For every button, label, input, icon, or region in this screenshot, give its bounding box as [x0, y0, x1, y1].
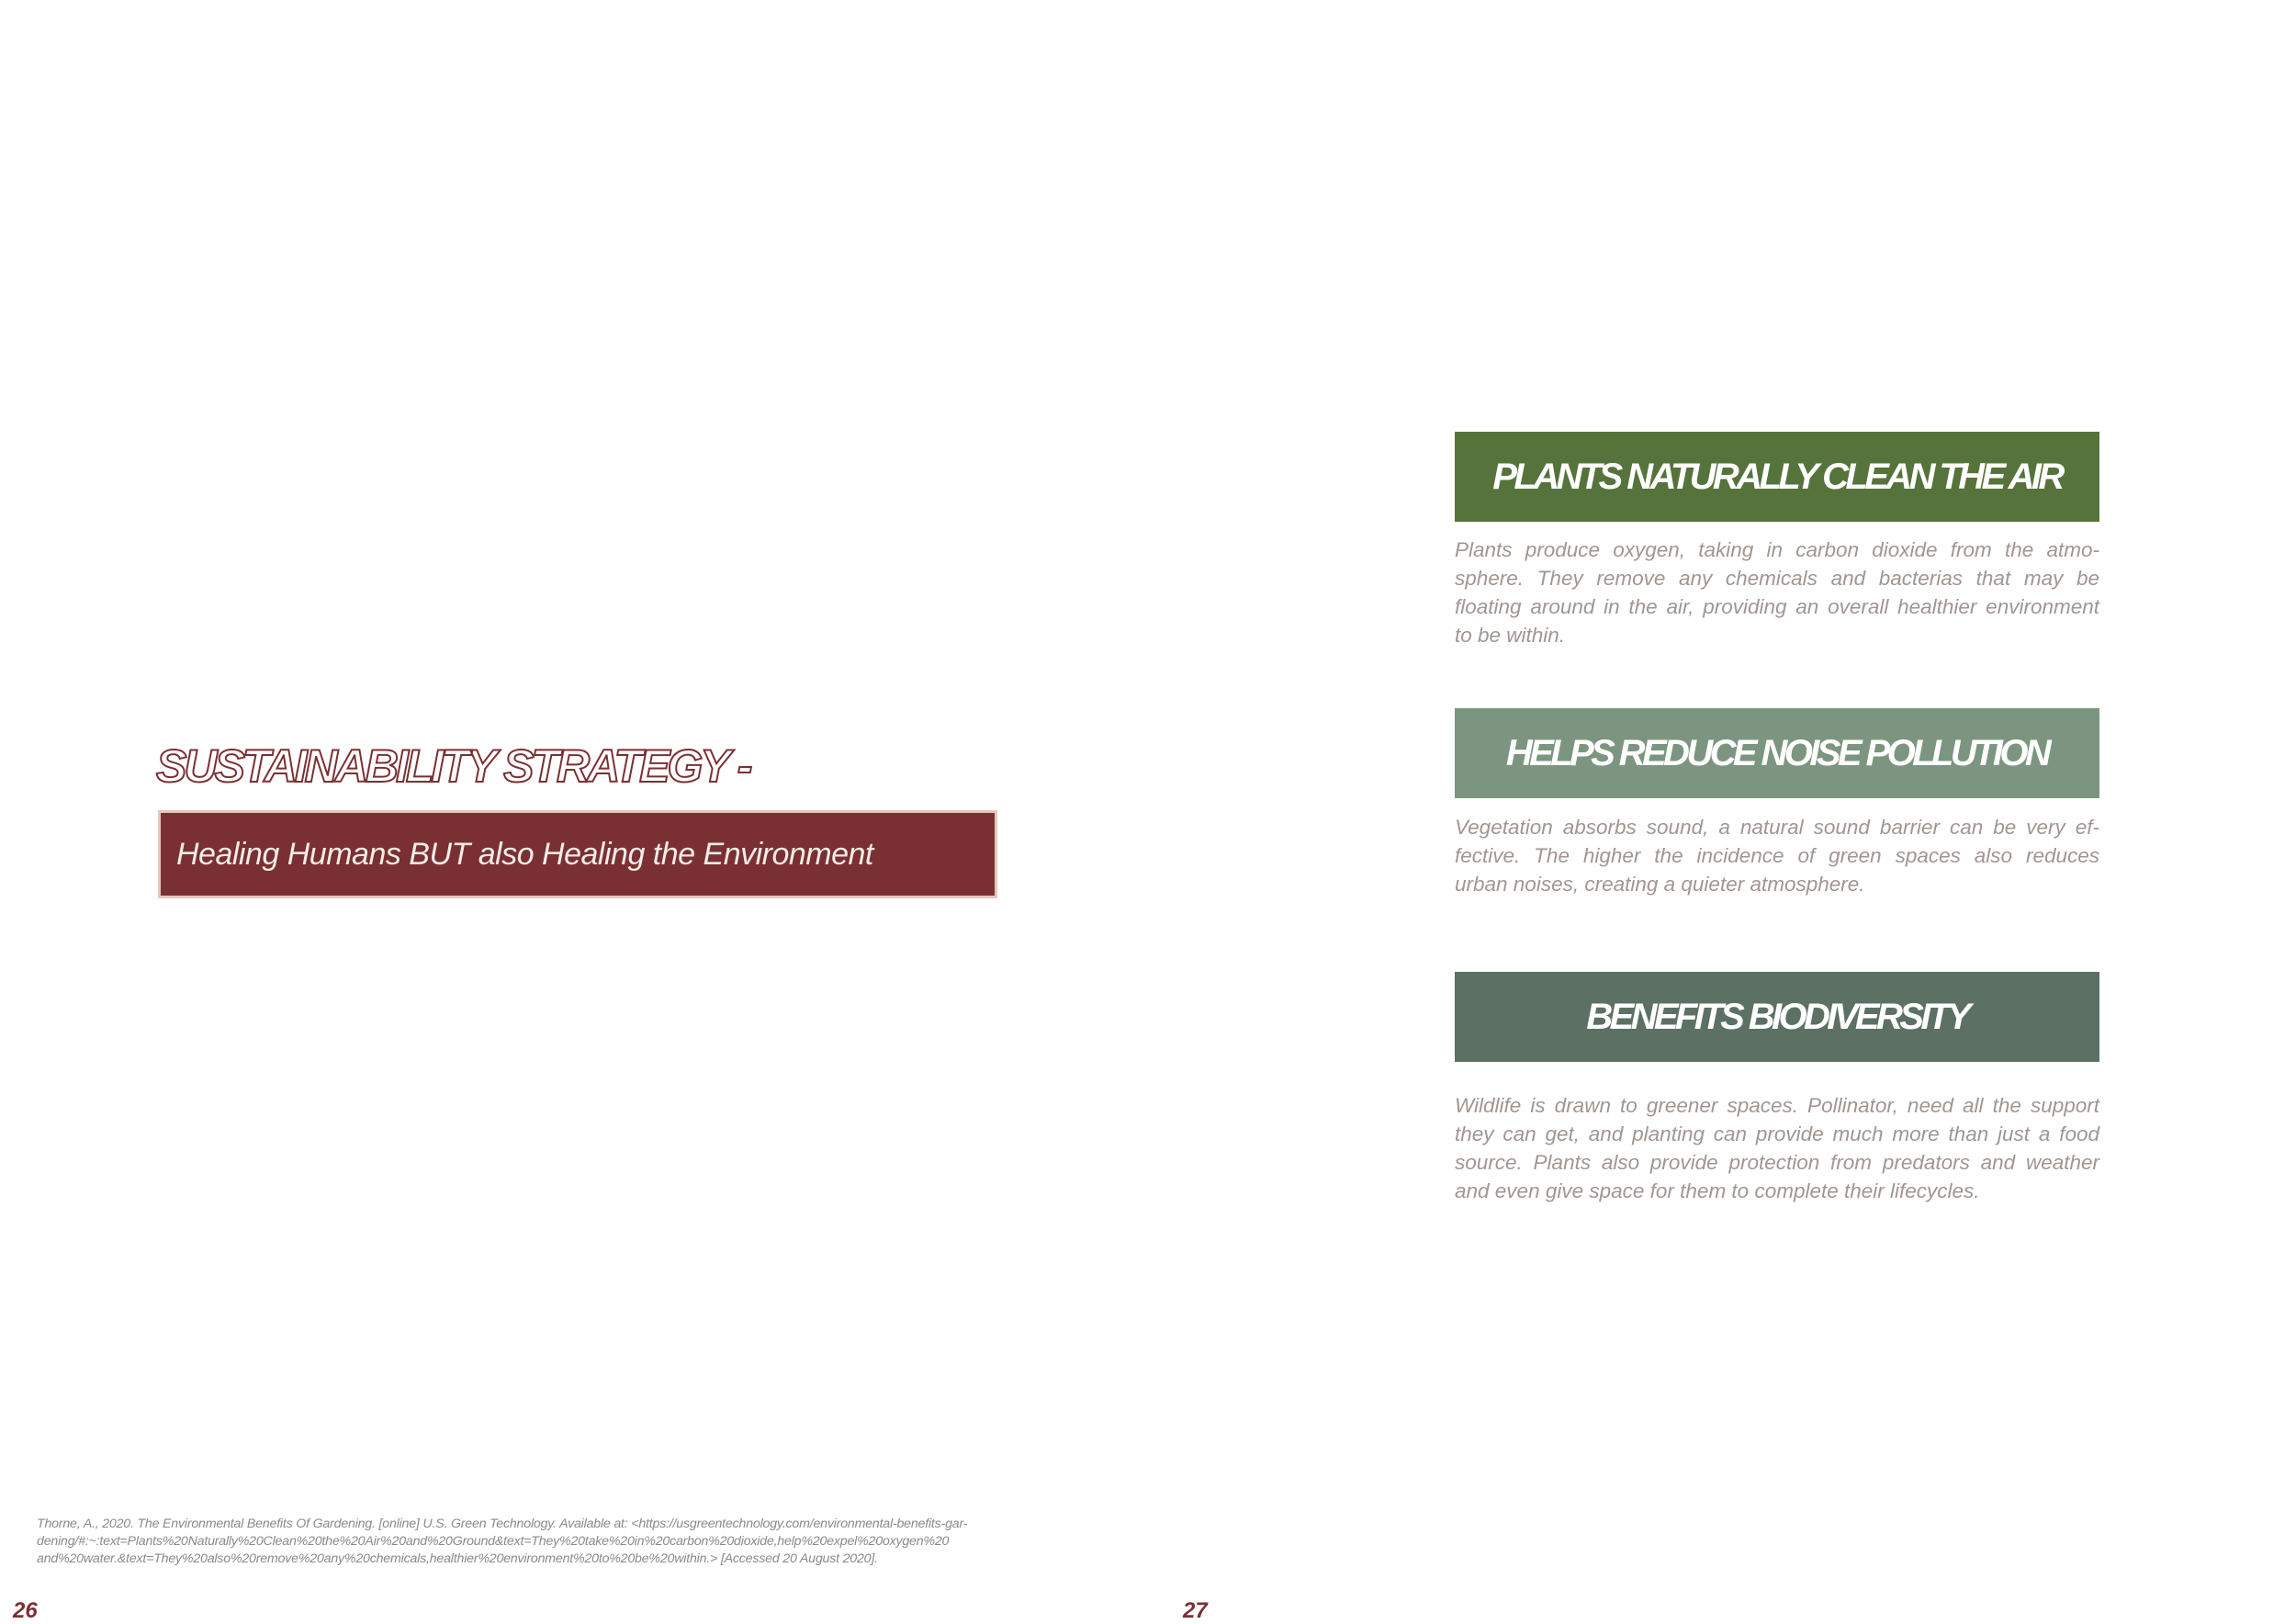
citation: [37, 1516, 1139, 1568]
page-number-right: 27: [1183, 1598, 1208, 1623]
subtitle-text: Healing Humans BUT also Healing the Environment: [176, 836, 873, 872]
body-line: fective. The higher the incidence of green spaces also reduces: [1455, 844, 2099, 867]
body-line: sphere. They remove any chemicals and bacterias that may be: [1455, 567, 2099, 590]
body-line: Plants produce oxygen, taking in carbon dioxide from the atmo-: [1455, 538, 2099, 561]
page-number-left: 26: [13, 1598, 38, 1623]
citation-line: dening/#:~:text=Plants%20Naturally%20Clean%20the%20Air%20and%20Ground&text=They%20take%20in%20carbon%20dioxide,help%20expel%20oxygen%20: [37, 1534, 950, 1549]
benefit-banner-biodiversity: [1455, 972, 2099, 1062]
benefit-heading: HELPS REDUCE NOISE POLLUTION: [1505, 732, 2049, 773]
body-line: to be within.: [1455, 624, 1566, 647]
benefit-heading: PLANTS NATURALLY CLEAN THE AIR: [1492, 456, 2062, 497]
benefit-body-clean-air: [1455, 536, 2099, 649]
benefit-heading: BENEFITS BIODIVERSITY: [1586, 996, 1968, 1037]
benefit-body-noise: [1455, 813, 2099, 898]
benefit-banner-clean-air: [1455, 432, 2099, 522]
body-line: Vegetation absorbs sound, a natural sound barrier can be very ef-: [1455, 816, 2099, 839]
body-line: floating around in the air, providing an overall healthier environment: [1455, 595, 2099, 618]
citation-line: and%20water.&text=They%20also%20remove%20any%20chemicals,healthier%20environment%20to%20be%20within.> [Accessed 20 August 2020].: [37, 1551, 878, 1566]
body-line: urban noises, creating a quieter atmosphere.: [1455, 873, 1865, 896]
benefit-banner-noise: [1455, 708, 2099, 798]
benefit-body-biodiversity: [1455, 1091, 2099, 1205]
subtitle-box: [158, 810, 997, 898]
citation-line: Thorne, A., 2020. The Environmental Benefits Of Gardening. [online] U.S. Green Technology. Available at: <https://usgreentechnology.com/environmental-benefits-gar-: [37, 1517, 968, 1531]
body-line: source. Plants also provide protection from predators and weather: [1455, 1151, 2099, 1174]
body-line: and even give space for them to complete their lifecycles.: [1455, 1179, 1980, 1202]
body-line: they can get, and planting can provide much more than just a food: [1455, 1122, 2099, 1145]
body-line: Wildlife is drawn to greener spaces. Pollinator, need all the support: [1455, 1094, 2099, 1117]
strategy-title: SUSTAINABILITY STRATEGY -: [156, 740, 750, 792]
